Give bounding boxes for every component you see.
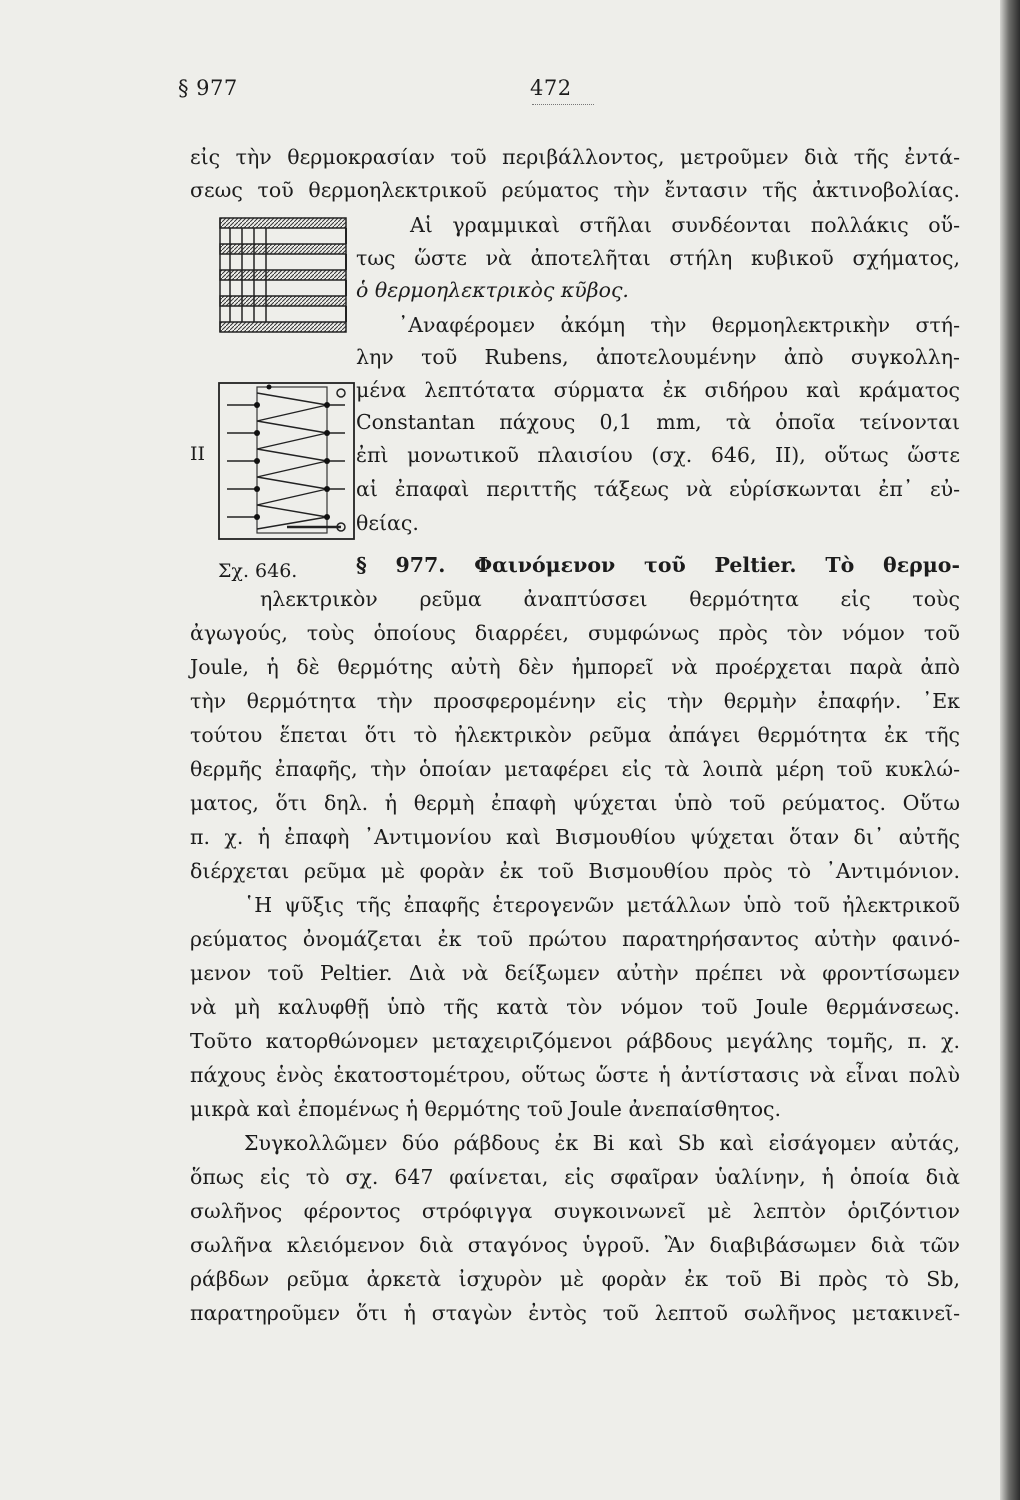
terminal-top — [337, 389, 345, 397]
text-line: ᾿Αναφέρομεν ἀκόμη τὴν θερμοηλεκτρικὴν στή- — [398, 313, 960, 337]
section-heading: § 977. Φαινόμενον τοῦ Peltier. Τὸ θερμο- — [356, 553, 960, 577]
text-line: ἐπὶ μονωτικοῦ πλαισίου (σχ. 646, II), οὕτως ὥστε — [356, 443, 960, 467]
text-line: σωλῆνα κλειόμενον διὰ σταγόνος ὑγροῦ. Ἂν διαβιβάσωμεν διὰ τῶν — [190, 1233, 960, 1257]
scan-page-edge — [1000, 0, 1020, 1500]
text-line: εἰς τὴν θερμοκρασίαν τοῦ περιβάλλοντος, μετροῦμεν διὰ τῆς ἐντά- — [190, 145, 960, 169]
text-line: θείας. — [356, 511, 419, 535]
text-line: διέρχεται ρεῦμα μὲ φορὰν ἐκ τοῦ Βισμουθίου πρὸς τὸ ᾿Αντιμόνιον. — [190, 859, 960, 883]
text-line: ματος, ὅτι δηλ. ἡ θερμὴ ἐπαφὴ ψύχεται ὑπὸ τοῦ ρεύματος. Οὕτω — [190, 791, 960, 815]
section-number: § 977 — [178, 76, 238, 100]
text-line: αἱ ἐπαφαὶ περιττῆς τάξεως νὰ εὑρίσκωνται ἐπ᾿ εὐ- — [356, 477, 960, 501]
text-line: ὅπως εἰς τὸ σχ. 647 φαίνεται, εἰς σφαῖραν ὑαλίνην, ἡ ὁποία διὰ — [190, 1165, 960, 1189]
text-line: ῾Η ψῦξις τῆς ἐπαφῆς ἑτερογενῶν μετάλλων ὑπὸ τοῦ ἠλεκτρικοῦ — [244, 893, 960, 917]
text-line: Τοῦτο κατορθώνομεν μεταχειριζόμενοι ράβδους μεγάλης τομῆς, π. χ. — [190, 1029, 960, 1053]
text-line: ρεύματος ὀνομάζεται ἐκ τοῦ πρώτου παρατηρήσαντος αὐτὴν φαινό- — [190, 927, 960, 951]
text-line: Joule, ἡ δὲ θερμότης αὐτὴ δὲν ἠμπορεῖ νὰ προέρχεται παρὰ ἀπὸ — [190, 655, 960, 679]
text-line: τὴν θερμότητα τὴν προσφερομένην εἰς τὴν θερμὴν ἐπαφήν. ᾿Εκ — [190, 689, 960, 713]
text-line: Constantan πάχους 0,1 mm, τὰ ὁποῖα τείνονται — [356, 410, 960, 434]
thermopile-figure — [218, 214, 352, 338]
text-line: νὰ μὴ καλυφθῇ ὑπὸ τῆς κατὰ τὸν νόμον τοῦ Joule θερμάνσεως. — [190, 995, 960, 1019]
text-line: ηλεκτρικὸν ρεῦμα ἀναπτύσσει θερμότητα εἰς τοὺς — [260, 587, 960, 611]
text-line: ὁ θερμοηλεκτρικὸς κῦβος. — [356, 278, 629, 302]
text-line: τως ὥστε νὰ ἀποτελῆται στήλη κυβικοῦ σχήματος, — [356, 246, 960, 270]
text-line: π. χ. ἡ ἐπαφὴ ᾿Αντιμονίου καὶ Βισμουθίου ψύχεται ὅταν δι᾿ αὐτῆς — [190, 825, 960, 849]
text-line: Αἱ γραμμικαὶ στῆλαι συνδέονται πολλάκις οὕ- — [410, 213, 960, 237]
text-line: μένα λεπτότατα σύρματα ἐκ σιδήρου καὶ κράματος — [356, 378, 960, 402]
text-line: ράβδων ρεῦμα ἀρκετὰ ἰσχυρὸν μὲ φορὰν ἐκ τοῦ Bi πρὸς τὸ Sb, — [190, 1267, 960, 1291]
text-line: μικρὰ καὶ ἐπομένως ἡ θερμότης τοῦ Joule ἀνεπαίσθητος. — [190, 1097, 782, 1121]
text-line: σωλῆνος φέροντος στρόφιγγα συγκοινωνεῖ μὲ λεπτὸν ὁριζόντιον — [190, 1199, 960, 1223]
text-line: Συγκολλῶμεν δύο ράβδους ἐκ Bi καὶ Sb καὶ εἰσάγομεν αὐτάς, — [244, 1131, 960, 1155]
text-line: πάχους ἑνὸς ἑκατοστομέτρου, οὕτως ὥστε ἡ ἀντίστασις νὰ εἶναι πολὺ — [190, 1063, 960, 1087]
rubens-thermopile-figure — [217, 381, 357, 543]
thermopile-strips — [220, 218, 346, 332]
text-line: τούτου ἕπεται ὅτι τὸ ἠλεκτρικὸν ρεῦμα ἀπάγει θερμότητα ἐκ τῆς — [190, 723, 960, 747]
text-line: ἀγωγούς, τοὺς ὁποίους διαρρέει, συμφώνως πρὸς τὸν νόμον τοῦ — [190, 621, 960, 645]
figure-label-ii: II — [190, 443, 206, 465]
figure-caption: Σχ. 646. — [218, 560, 298, 582]
page-number-rule — [532, 104, 594, 105]
text-line: παρατηροῦμεν ὅτι ἡ σταγὼν ἐντὸς τοῦ λεπτοῦ σωλῆνος μετακινεῖ- — [190, 1301, 960, 1325]
text-line: σεως τοῦ θερμοηλεκτρικοῦ ρεύματος τὴν ἔντασιν τῆς ἀκτινοβολίας. — [190, 178, 960, 202]
text-line: μενον τοῦ Peltier. Διὰ νὰ δείξωμεν αὐτὴν πρέπει νὰ φροντίσωμεν — [190, 961, 960, 985]
text-line: λην τοῦ Rubens, ἀποτελουμένην ἀπὸ συγκολλη- — [356, 345, 960, 369]
text-line: θερμῆς ἐπαφῆς, τὴν ὁποίαν μεταφέρει εἰς τὰ λοιπὰ μέρη τοῦ κυκλώ- — [190, 757, 960, 781]
page-number: 472 — [530, 76, 572, 100]
